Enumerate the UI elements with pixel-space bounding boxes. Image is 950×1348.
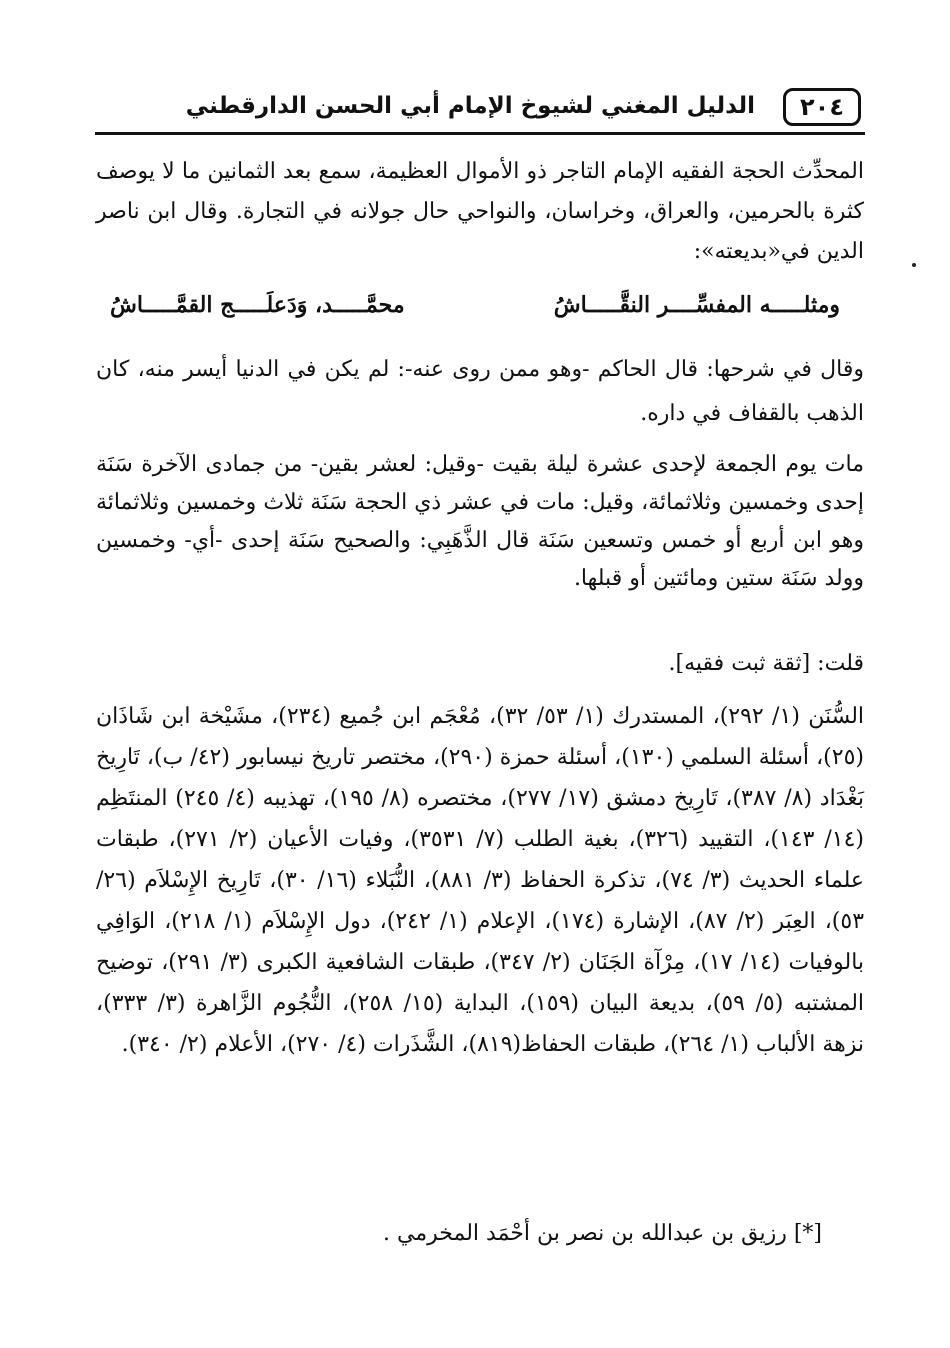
page-number: ٢٠٤ xyxy=(783,88,861,126)
biography-text: المحدِّث الحجة الفقيه الإمام التاجر ذو الأموال العظيمة، سمع بعد الثمانين ما لا يوصف كثرة بالحرمين، والعراق، وخراسان، والنواحي حال جولانه في التجارة. وقال ابن ناصر الدين في«بديعته»: xyxy=(96,159,864,264)
verse-first-hemistich: ومثلـــــه المفسِّــــر النقَّـــــاشُ xyxy=(553,292,840,318)
death-date-paragraph xyxy=(96,446,864,598)
biography-paragraph xyxy=(96,152,864,272)
commentary-text: وقال في شرحها: قال الحاكم -وهو ممن روى عنه-: لم يكن في الدنيا أيسر منه، كان الذهب بالقفاف في داره. xyxy=(96,357,864,426)
margin-dot xyxy=(912,263,916,267)
running-title: الدليل المغني لشيوخ الإمام أبي الحسن الدارقطني xyxy=(185,93,755,119)
sources-paragraph xyxy=(96,696,864,1065)
verse-second-hemistich: محمَّـــــد، وَدَعلَـــــج القمَّـــــاشُ xyxy=(110,292,405,318)
verdict-text: قلت: [ثقة ثبت فقيه]. xyxy=(668,651,864,676)
sources-text: السُّنَن (١/ ٢٩٢)، المستدرك (١/ ٥٣/ ٣٢)، مُعْجَم ابن جُميع (٢٣٤)، مشَيْخة ابن شَاذَان (٢٥)، أسئلة السلمي (١٣٠)، أسئلة حمزة (٢٩٠)، مختصر تاريخ نيسابور (٤٢/ ب)، تَارِيخ بَغْدَاد (٨/ ٣٨٧)، تَارِيخ دمشق (١٧/ ٢٧٧)، مختصره (٨/ ١٩٥)، تهذيبه (٤/ ٢٤٥) المنتَظِم (١٤/ ١٤٣)، التقييد (٣٢٦)، بغية الطلب (٧/ ٣٥٣١)، وفيات الأعيان (٢/ ٢٧١)، طبقات علماء الحديث (٣/ ٧٤)، تذكرة الحفاظ (٣/ ٨٨١)، النُّبَلاء (١٦/ ٣٠)، تَارِيخ الإِسْلاَم (٢٦/ ٥٣)، العِبَر (٢/ ٨٧)، الإشارة (١٧٤)، الإعلام (١/ ٢٤٢)، دول الإِسْلاَم (١/ ٢١٨)، الوَافِي بالوفيات (١٤/ ١٧)، مِرْآة الجَنَان (٢/ ٣٤٧)، طبقات الشافعية الكبرى (٣/ ٢٩١)، توضيح المشتبه (٥/ ٥٩)، بديعة البيان (١٥٩)، البداية (١٥/ ٢٥٨)، النُّجُوم الزَّاهرة (٣/ ٣٣٣)، نزهة الألباب (١/ ٢٦٤)، طبقات الحفاظ(٨١٩)، الشَّذَرات (٤/ ٢٧٠)، الأعلام (٢/ ٣٤٠). xyxy=(96,704,865,1057)
verdict-paragraph xyxy=(96,644,864,684)
poetry-verse xyxy=(110,282,840,328)
page-header xyxy=(95,86,865,136)
death-date-text: مات يوم الجمعة لإحدى عشرة ليلة بقيت -وقيل: لعشر بقين- من جمادى الآخرة سَنَة إحدى وخمسين وثلاثمائة، وقيل: مات في عشر ذي الحجة سَنَة ثلاث وخمسين وثلاثمائة وهو ابن أربع أو خمس وتسعين سَنَة قال الذَّهَبِي: والصحيح سَنَة إحدى -أي- وخمسين وولد سَنَة ستين ومائتين أو قبلها. xyxy=(96,452,865,591)
commentary-paragraph xyxy=(96,348,864,436)
next-entry-heading: [*] رزيق بن عبدالله بن نصر بن أحْمَد المخرمي . xyxy=(383,1221,822,1246)
header-rule xyxy=(95,132,865,135)
